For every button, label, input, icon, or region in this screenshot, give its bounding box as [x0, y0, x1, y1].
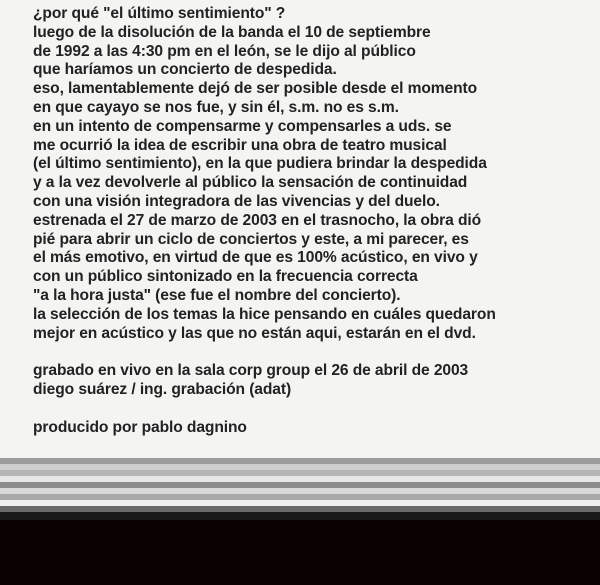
notes-line: me ocurrió la idea de escribir una obra de teatro musical: [33, 136, 447, 154]
notes-line: eso, lamentablemente dejó de ser posible desde el momento: [33, 80, 478, 98]
scan-bottom-edge: [0, 458, 600, 585]
notes-line: en un intento de compensarme y compensarles a uds. se: [33, 117, 452, 135]
notes-line: de 1992 a las 4:30 pm en el león, se le dijo al público: [33, 42, 416, 60]
notes-line: que haríamos un concierto de despedida.: [33, 61, 337, 79]
paragraph-gap: [33, 400, 595, 419]
notes-line: pié para abrir un ciclo de conciertos y este, a mi parecer, es: [33, 230, 469, 248]
notes-line: "a la hora justa" (ese fue el nombre del concierto).: [33, 286, 401, 304]
liner-notes-text: [33, 5, 595, 437]
notes-line: en que cayayo se nos fue, y sin él, s.m. no es s.m.: [33, 98, 399, 116]
paragraph-gap: [33, 343, 595, 362]
notes-line: con una visión integradora de las vivencias y del duelo.: [33, 192, 440, 210]
notes-line: mejor en acústico y las que no están aqui, estarán en el dvd.: [33, 324, 476, 342]
recording-credit: grabado en vivo en la sala corp group el 26 de abril de 2003: [33, 362, 469, 380]
notes-line: estrenada el 27 de marzo de 2003 en el trasnocho, la obra dió: [33, 211, 482, 229]
notes-line: (el último sentimiento), en la que pudiera brindar la despedida: [33, 155, 487, 173]
producer-credit: producido por pablo dagnino: [33, 418, 247, 436]
notes-line: el más emotivo, en virtud de que es 100% acústico, en vivo y: [33, 249, 478, 267]
notes-line: y a la vez devolverle al público la sensación de continuidad: [33, 174, 468, 192]
notes-line: la selección de los temas la hice pensando en cuáles quedaron: [33, 305, 496, 323]
notes-line: luego de la disolución de la banda el 10 de septiembre: [33, 23, 431, 41]
engineer-credit: diego suárez / ing. grabación (adat): [33, 380, 292, 398]
notes-line: con un público sintonizado en la frecuencia correcta: [33, 268, 418, 286]
notes-line-heading: ¿por qué "el último sentimiento" ?: [33, 5, 286, 22]
